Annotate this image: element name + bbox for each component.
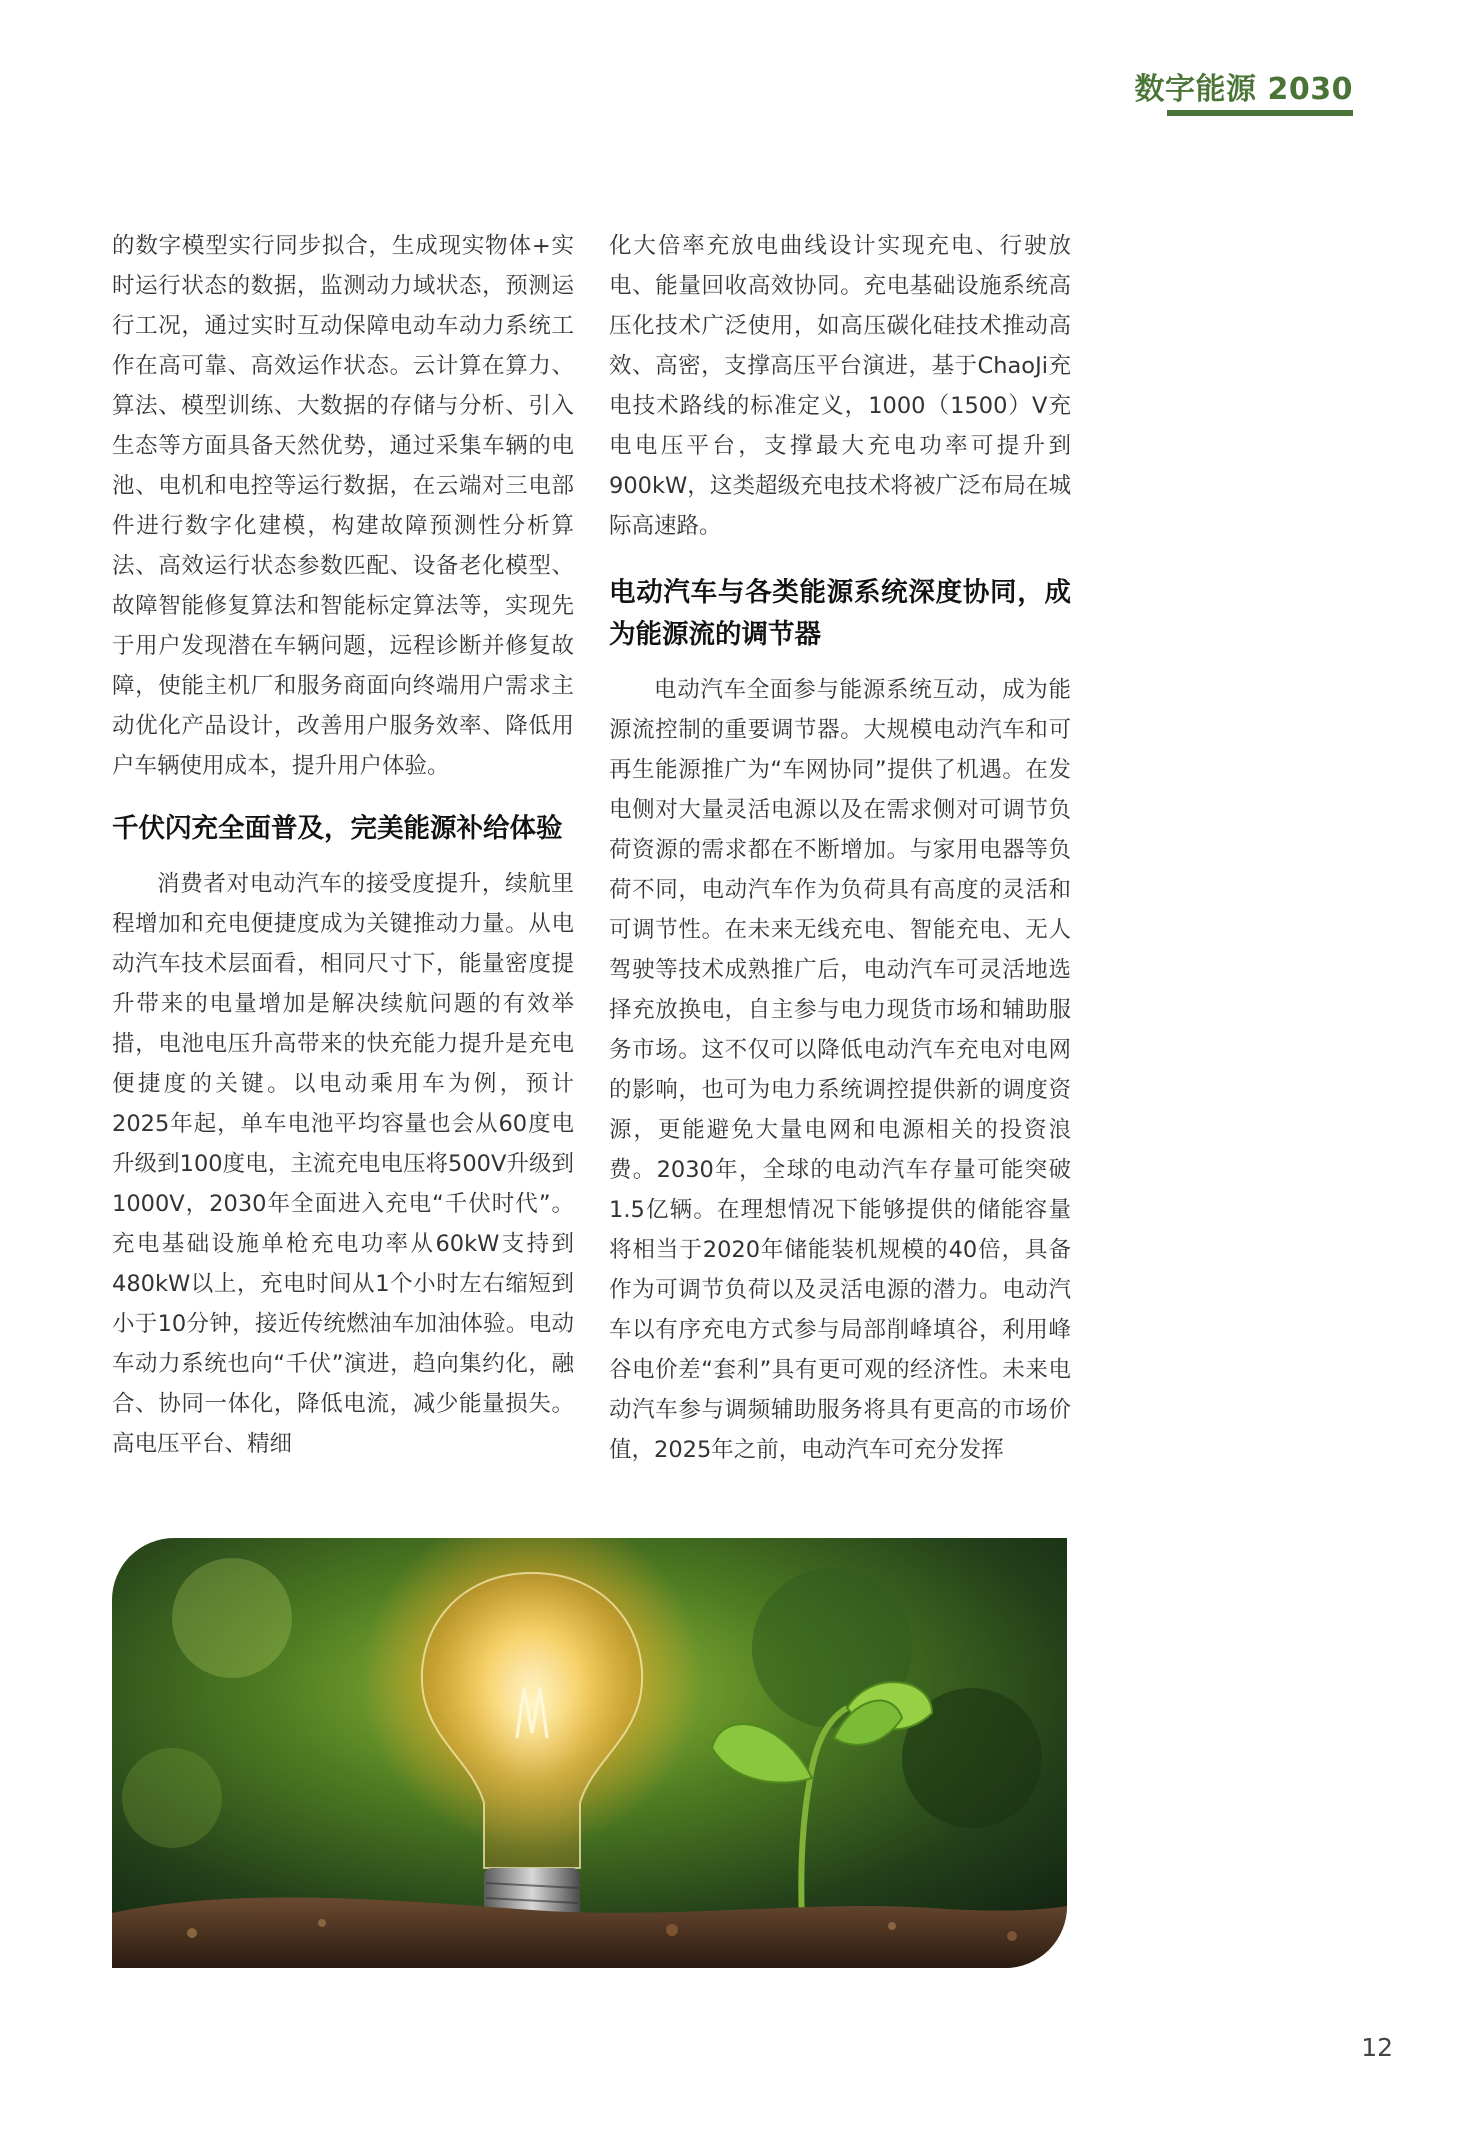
section-heading-energy-flow-regulator: 电动汽车与各类能源系统深度协同，成为能源流的调节器: [609, 577, 1071, 650]
light-bulb-seedling-photo: [112, 1538, 1067, 1968]
right-column: [609, 226, 1071, 1470]
left-paragraph-continued: 的数字模型实行同步拟合，生成现实物体+实时运行状态的数据，监测动力域状态，预测运行工况，通过实时互动保障电动车动力系统工作在高可靠、高效运作状态。云计算在算力、算法、模型训练、大数据的存储与分析、引入生态等方面具备天然优势，通过采集车辆的电池、电机和电控等运行数据，在云端对三电部件进行数字化建模，构建故障预测性分析算法、高效运行状态参数匹配、设备老化模型、故障智能修复算法和智能标定算法等，实现先于用户发现潜在车辆问题，远程诊断并修复故障，使能主机厂和服务商面向终端用户需求主动优化产品设计，改善用户服务效率、降低用户车辆使用成本，提升用户体验。: [112, 233, 574, 779]
header-underline: [1167, 110, 1353, 116]
section-heading-kilovolt-charging: 千伏闪充全面普及，完美能源补给体验: [112, 813, 563, 844]
right-paragraph-continued: 化大倍率充放电曲线设计实现充电、行驶放电、能量回收高效协同。充电基础设施系统高压化技术广泛使用，如高压碳化硅技术推动高效、高密，支撑高压平台演进，基于ChaoJi充电技术路线的标准定义，1000（1500）V充电电压平台，支撑最大充电功率可提升到900kW，这类超级充电技术将被广泛布局在城际高速路。: [609, 233, 1071, 539]
publication-title: 数字能源 2030: [1134, 72, 1353, 107]
left-paragraph-kilovolt: 消费者对电动汽车的接受度提升，续航里程增加和充电便捷度成为关键推动力量。从电动汽车技术层面看，相同尺寸下，能量密度提升带来的电量增加是解决续航问题的有效举措，电池电压升高带来的快充能力提升是充电便捷度的关键。以电动乘用车为例，预计2025年起，单车电池平均容量也会从60度电升级到100度电，主流充电电压将500V升级到1000V，2030年全面进入充电“千伏时代”。充电基础设施单枪充电功率从60kW支持到480kW以上，充电时间从1个小时左右缩短到小于10分钟，接近传统燃油车加油体验。电动车动力系统也向“千伏”演进，趋向集约化，融合、协同一体化，降低电流，减少能量损失。高电压平台、精细: [112, 871, 574, 1457]
left-column: [112, 226, 574, 1464]
page-number: 12: [1361, 2033, 1393, 2062]
right-paragraph-v2g: 电动汽车全面参与能源系统互动，成为能源流控制的重要调节器。大规模电动汽车和可再生能源推广为“车网协同”提供了机遇。在发电侧对大量灵活电源以及在需求侧对可调节负荷资源的需求都在不断增加。与家用电器等负荷不同，电动汽车作为负荷具有高度的灵活和可调节性。在未来无线充电、智能充电、无人驾驶等技术成熟推广后，电动汽车可灵活地选择充放换电，自主参与电力现货市场和辅助服务市场。这不仅可以降低电动汽车充电对电网的影响，也可为电力系统调控提供新的调度资源，更能避免大量电网和电源相关的投资浪费。2030年，全球的电动汽车存量可能突破1.5亿辆。在理想情况下能够提供的储能容量将相当于2020年储能装机规模的40倍，具备作为可调节负荷以及灵活电源的潜力。电动汽车以有序充电方式参与局部削峰填谷，利用峰谷电价差“套利”具有更可观的经济性。未来电动汽车参与调频辅助服务将具有更高的市场价值，2025年之前，电动汽车可充分发挥: [609, 677, 1071, 1463]
